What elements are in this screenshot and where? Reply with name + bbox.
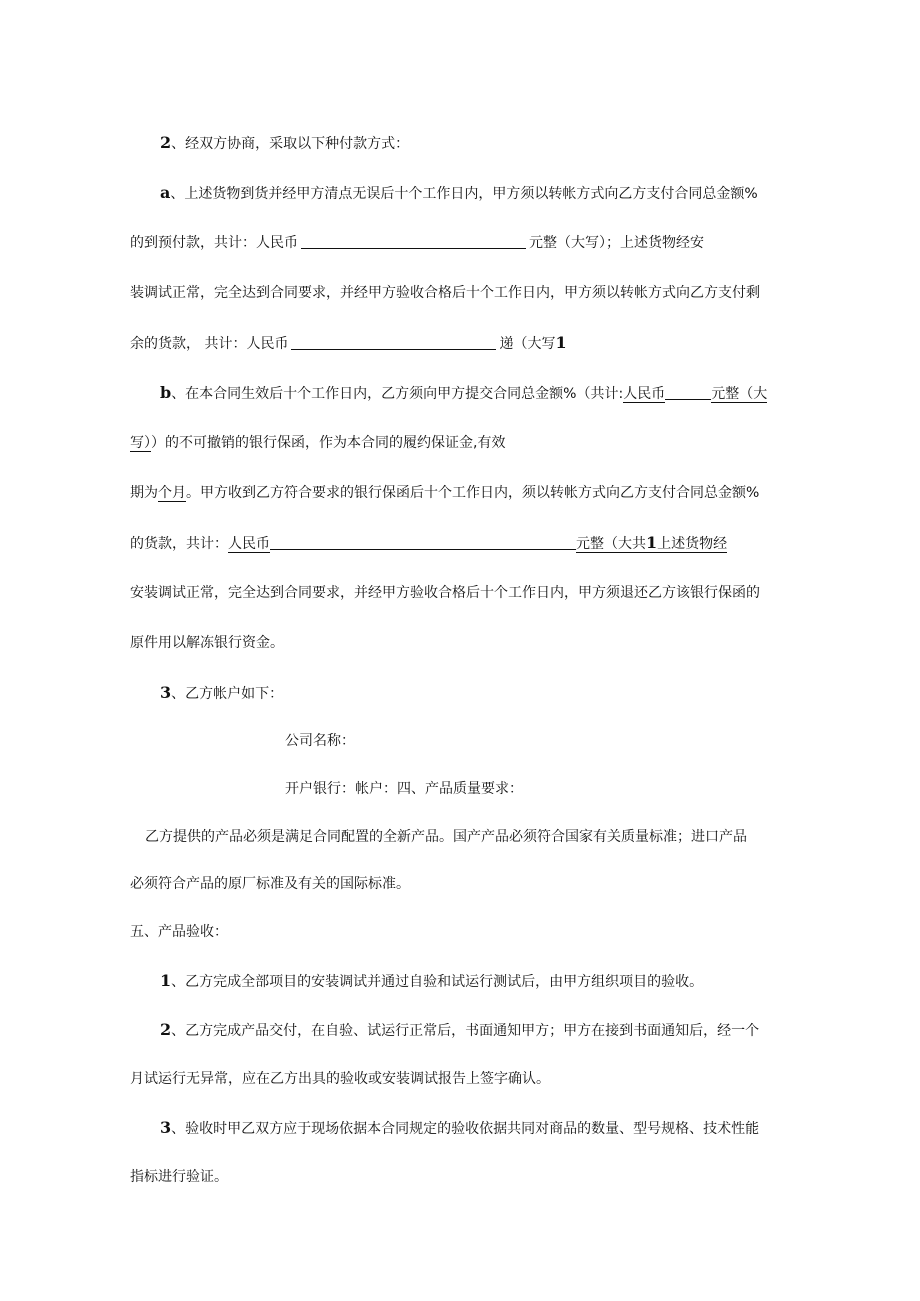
amount-blank[interactable] — [301, 234, 526, 249]
section-5-heading: 五、产品验收： — [130, 924, 228, 940]
quality-line-1: 乙方提供的产品必须是满足合同配置的全新产品。国产产品必须符合国家有关质量标准；进口产品 — [145, 829, 747, 845]
section-number: 2 — [160, 133, 172, 152]
amount-blank[interactable] — [270, 535, 576, 550]
section-2-heading — [160, 133, 409, 154]
clause-b-line-2: 写））的不可撤销的银行保函，作为本合同的履约保证金,有效 — [130, 435, 506, 451]
clause-b-line-1: b、在本合同生效后十个工作日内，乙方须向甲方提交合同总金额%（共计:人民币 元整（大 — [160, 383, 768, 402]
bank-account-line: 开户银行：帐户：四、产品质量要求： — [285, 781, 523, 797]
company-name-line: 公司名称： — [285, 733, 355, 749]
acceptance-item-3-cont: 指标进行验证。 — [130, 1169, 228, 1185]
clause-a-line-4: 余的货款， 共计：人民币 递（大写1 — [130, 333, 567, 352]
section-number: 3 — [160, 683, 172, 702]
clause-letter: a — [160, 183, 171, 202]
clause-letter: b — [160, 383, 172, 402]
amount-blank[interactable] — [665, 385, 711, 400]
amount-blank[interactable] — [291, 335, 496, 350]
acceptance-item-2-cont: 月试运行无异常，应在乙方出具的验收或安装调试报告上签字确认。 — [130, 1071, 550, 1087]
section-text: 、经双方协商，采取以下种付款方式： — [171, 136, 410, 152]
clause-b-line-3: 期为个月。甲方收到乙方符合要求的银行保函后十个工作日内，须以转帐方式向乙方支付合同总金额% — [130, 485, 760, 501]
acceptance-item-1: 1、乙方完成全部项目的安装调试并通过自验和试运行测试后，由甲方组织项目的验收。 — [160, 971, 704, 990]
acceptance-item-3: 3、验收时甲乙双方应于现场依据本合同规定的验收依据共同对商品的数量、型号规格、技术性能 — [160, 1118, 760, 1137]
section-3-heading: 3、乙方帐户如下： — [160, 683, 284, 702]
clause-b-line-5: 安装调试正常，完全达到合同要求，并经甲方验收合格后十个工作日内，甲方须退还乙方该银行保函的 — [130, 585, 760, 601]
quality-line-2: 必须符合产品的原厂标准及有关的国际标准。 — [130, 876, 410, 892]
clause-a-line-3: 装调试正常，完全达到合同要求，并经甲方验收合格后十个工作日内，甲方须以转帐方式向乙方支付剩 — [130, 285, 760, 301]
clause-b-line-4: 的货款，共计：人民币 元整（大共1上述货物经 — [130, 533, 728, 552]
clause-a-line-1: a、上述货物到货并经甲方清点无误后十个工作日内，甲方须以转帐方式向乙方支付合同总金额% — [160, 183, 758, 202]
acceptance-item-2: 2、乙方完成产品交付，在自验、试运行正常后，书面通知甲方；甲方在接到书面通知后，经一个 — [160, 1020, 760, 1039]
clause-a-line-2: 的到预付款，共计：人民币 元整（大写）；上述货物经安 — [130, 235, 704, 251]
clause-b-line-6: 原件用以解冻银行资金。 — [130, 635, 284, 651]
